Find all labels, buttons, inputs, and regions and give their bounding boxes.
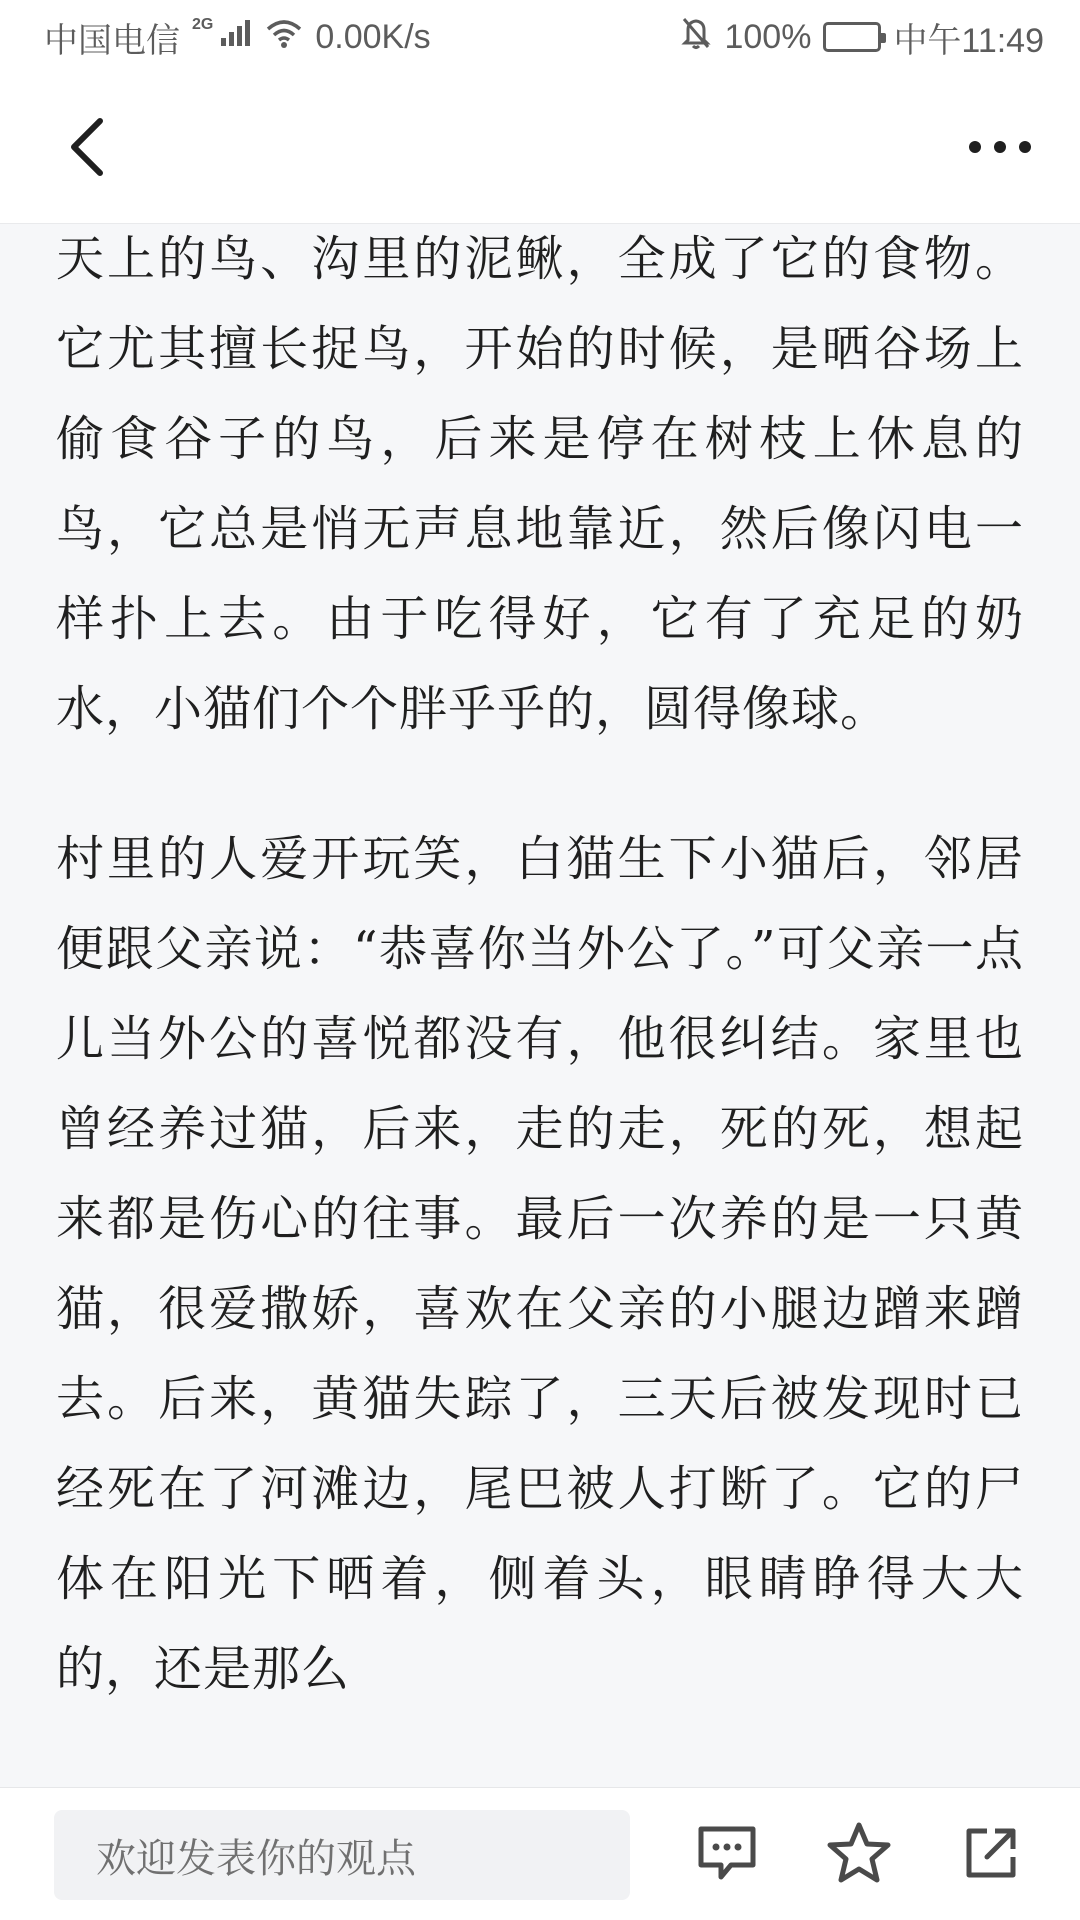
back-button[interactable] [56,114,116,184]
mute-bell-icon [680,16,712,59]
article-paragraph: 天上的鸟、沟里的泥鳅，全成了它的食物。它尤其擅长捉鸟，开始的时候，是晒谷场上偷食谷子的鸟，后来是停在树枝上休息的鸟，它总是悄无声息地靠近，然后像闪电一样扑上去。由于吃得好，它有了充足的奶水，小猫们个个胖乎乎的，圆得像球。 [56,231,1024,737]
share-button[interactable] [954,1818,1028,1892]
share-icon [961,1823,1021,1887]
article-paragraph: 村里的人爱开玩笑，白猫生下小猫后，邻居便跟父亲说：“恭喜你当外公了。”可父亲一点儿当外公的喜悦都没有，他很纠结。家里也曾经养过猫，后来，走的走，死的死，想起来都是伤心的往事。最后一次养的是一只黄猫，很爱撒娇，喜欢在父亲的小腿边蹭来蹭去。后来，黄猫失踪了，三天后被发现时已经死在了河滩边，尾巴被人打断了。它的尸体在阳光下晒着，侧着头，眼睛睁得大大的，还是那么 [56,831,1024,1697]
chevron-left-icon [66,115,106,183]
bottom-bar [0,1787,1080,1920]
battery-icon [823,22,881,52]
comment-input[interactable] [54,1810,630,1900]
more-dots-icon [967,139,1033,159]
wifi-icon [265,18,303,57]
article-body[interactable] [0,224,1080,1787]
more-options-button[interactable] [960,124,1040,174]
signal-icon [219,18,253,57]
battery-percent: 100% [724,17,812,56]
carrier-label: 中国电信 [44,21,180,60]
favorite-button[interactable] [822,1818,896,1892]
top-bar [0,74,1080,224]
status-left [44,13,431,62]
clock: 中午11:49 [893,21,1044,60]
network-speed: 0.00K/s [315,17,431,56]
star-icon [826,1821,892,1889]
comment-placeholder: 欢迎发表你的观点 [96,1835,416,1882]
comment-icon [695,1823,759,1887]
status-bar [0,0,1080,74]
comment-button[interactable] [690,1818,764,1892]
network-type-label: 2G [192,16,214,33]
status-right [680,13,1044,62]
